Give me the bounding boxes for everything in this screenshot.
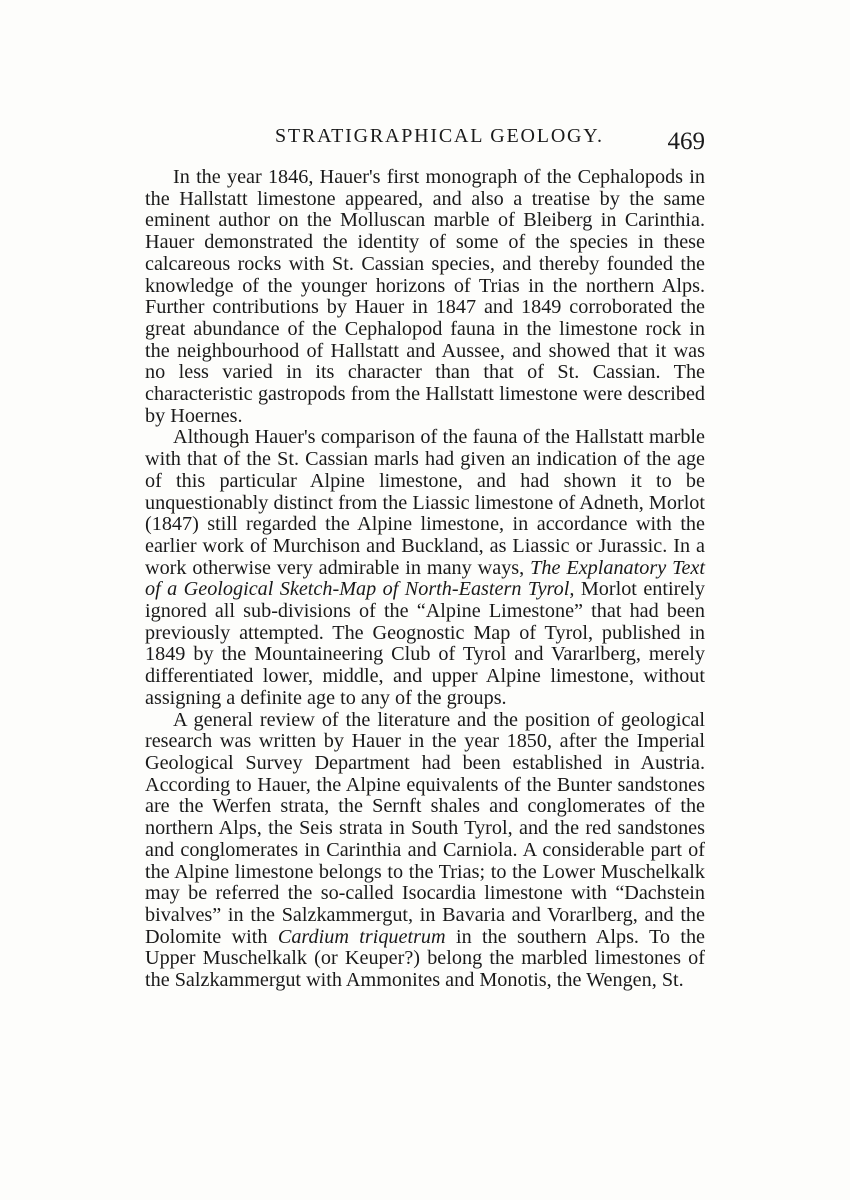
paragraph-3-text-a: A general review of the literature and the position of geological research was written by Hauer in the year 1850, after the Imperial Geological Survey Department had been established in Austria. According to Hauer, the Alpine equivalents of the Bunter sandstones are the Werfen strata, the Sernft shales and conglomerates of the northern Alps, the Seis strata in South Tyrol, and the red sandstones and conglomerates in Carinthia and Carniola. A considerable part of the Alpine limestone belongs to the Trias; to the Lower Muschelkalk may be referred the so-called Isocardia limestone with “Dachstein bivalves” in the Salzkammergut, in Bavaria and Vorarlberg, and the Dolomite with [145, 708, 705, 948]
paragraph-1 [145, 167, 705, 427]
running-head [145, 122, 705, 162]
species-name-italic: Cardium triquetrum [277, 925, 446, 948]
running-head-title: STRATIGRAPHICAL GEOLOGY. [275, 125, 604, 147]
book-title-italic: The Explanatory Text of a Geological Sketch-Map of North-Eastern Tyrol, [145, 556, 705, 601]
paragraph-3 [145, 710, 705, 992]
paragraph-2-text-a: Although Hauer's comparison of the fauna of the Hallstatt marble with that of the St. Cassian marls had given an indication of the age of this particular Alpine limestone, and had shown it to be unquestionably distinct from the Liassic limestone of Adneth, Morlot (1847) still regarded the Alpine limestone, in accordance with the earlier work of Murchison and Buckland, as Liassic or Jurassic. In a work otherwise very admirable in many ways, [145, 426, 705, 579]
page-number: 469 [667, 128, 705, 155]
body-text [145, 167, 705, 992]
paragraph-2 [145, 427, 705, 709]
paragraph-2-text-b: Morlot entirely ignored all sub-divisions of the “Alpine Limestone” that had been previously attempted. The Geognostic Map of Tyrol, published in 1849 by the Mountaineering Club of Tyrol and Vararlberg, merely differentiated lower, middle, and upper Alpine limestone, without assigning a definite age to any of the groups. [145, 578, 705, 709]
paragraph-3-text-b: in the southern Alps. To the Upper Muschelkalk (or Keuper?) belong the marbled limestones of the Salzkammergut with Ammonites and Monotis, the Wengen, St. [145, 925, 705, 992]
paragraph-1-text: In the year 1846, Hauer's first monograph of the Cephalopods in the Hallstatt limestone appeared, and also a treatise by the same eminent author on the Molluscan marble of Bleiberg in Carinthia. Hauer demonstrated the identity of some of the species in these calcareous rocks with St. Cassian species, and thereby founded the knowledge of the younger horizons of Trias in the northern Alps. Further contributions by Hauer in 1847 and 1849 corroborated the great abundance of the Cephalopod fauna in the limestone rock in the neighbourhood of Hallstatt and Aussee, and showed that it was no less varied in its character than that of St. Cassian. The characteristic gastropods from the Hallstatt limestone were described by Hoernes. [145, 166, 705, 427]
